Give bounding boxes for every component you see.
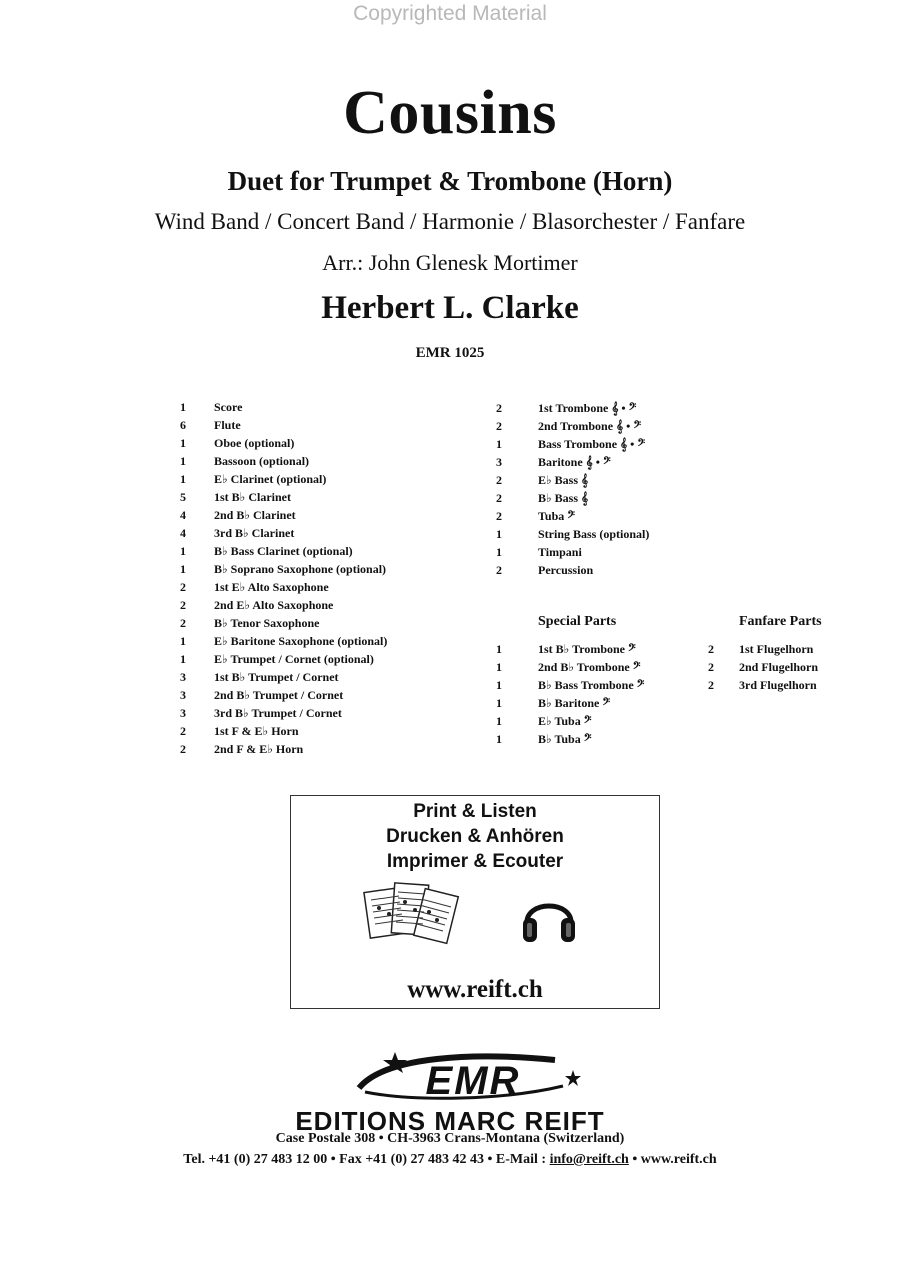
part-row	[180, 542, 387, 560]
part-name: 1st B♭ Trumpet / Cornet	[214, 670, 339, 684]
part-name: 3rd B♭ Clarinet	[214, 526, 295, 540]
part-row	[496, 417, 649, 435]
svg-text:EMR: EMR	[425, 1059, 521, 1103]
part-quantity: 2	[180, 742, 186, 756]
promo-line-french: Imprimer & Ecouter	[386, 851, 564, 872]
part-row	[180, 650, 387, 668]
ensemble-types: Wind Band / Concert Band / Harmonie / Blasorchester / Fanfare	[154, 209, 746, 234]
part-quantity: 2	[496, 401, 502, 415]
part-row	[496, 676, 644, 694]
part-row	[496, 399, 649, 417]
part-row	[180, 632, 387, 650]
piece-title: Cousins	[343, 79, 557, 147]
part-name: E♭ Tuba 𝄢	[538, 714, 592, 728]
part-name: E♭ Bass 𝄞	[538, 473, 589, 487]
part-row	[180, 434, 387, 452]
copyright-watermark: Copyrighted Material	[353, 2, 547, 25]
part-name: 2nd Trombone 𝄞 • 𝄢	[538, 419, 642, 433]
part-quantity: 1	[496, 660, 502, 674]
part-row	[180, 686, 387, 704]
sheet-music-icon	[363, 880, 463, 960]
part-quantity: 1	[180, 400, 186, 414]
part-name: B♭ Bass Clarinet (optional)	[214, 544, 353, 558]
part-row	[180, 452, 387, 470]
part-name: 2nd B♭ Clarinet	[214, 508, 296, 522]
part-name: 2nd E♭ Alto Saxophone	[214, 598, 334, 612]
part-quantity: 3	[496, 455, 502, 469]
part-quantity: 4	[180, 526, 186, 540]
part-quantity: 3	[180, 688, 186, 702]
part-name: B♭ Tenor Saxophone	[214, 616, 320, 630]
part-row	[496, 507, 649, 525]
instrumentation-list-middle	[496, 399, 649, 579]
part-quantity: 1	[496, 732, 502, 746]
promo-line-english: Print & Listen	[413, 801, 537, 822]
part-row	[180, 524, 387, 542]
part-quantity: 3	[180, 670, 186, 684]
fanfare-parts-list	[708, 640, 818, 694]
emr-logo	[355, 1048, 585, 1106]
part-name: Oboe (optional)	[214, 436, 295, 450]
part-row	[708, 676, 818, 694]
part-name: 1st F & E♭ Horn	[214, 724, 299, 738]
part-name: 1st Flugelhorn	[739, 642, 814, 656]
special-parts-list	[496, 640, 644, 748]
part-row	[496, 658, 644, 676]
part-quantity: 3	[180, 706, 186, 720]
part-quantity: 1	[496, 696, 502, 710]
part-quantity: 1	[180, 652, 186, 666]
part-row	[180, 416, 387, 434]
part-row	[496, 712, 644, 730]
part-quantity: 1	[496, 642, 502, 656]
part-name: E♭ Trumpet / Cornet (optional)	[214, 652, 374, 666]
part-name: Score	[214, 400, 243, 414]
part-row	[496, 640, 644, 658]
part-quantity: 2	[496, 509, 502, 523]
part-quantity: 1	[180, 454, 186, 468]
part-quantity: 1	[496, 678, 502, 692]
part-row	[180, 704, 387, 722]
promo-line-german: Drucken & Anhören	[386, 826, 564, 847]
part-quantity: 2	[708, 678, 714, 692]
part-row	[180, 668, 387, 686]
part-row	[496, 525, 649, 543]
contact-email-link[interactable]: info@reift.ch	[549, 1152, 629, 1167]
part-quantity: 1	[180, 562, 186, 576]
promo-website-link[interactable]: www.reift.ch	[407, 976, 543, 1003]
part-row	[496, 730, 644, 748]
part-name: 2nd B♭ Trumpet / Cornet	[214, 688, 344, 702]
part-row	[180, 560, 387, 578]
part-name: 3rd B♭ Trumpet / Cornet	[214, 706, 342, 720]
part-name: B♭ Bass Trombone 𝄢	[538, 678, 645, 692]
part-quantity: 2	[180, 616, 186, 630]
part-row	[180, 470, 387, 488]
part-name: E♭ Clarinet (optional)	[214, 472, 327, 486]
part-row	[496, 694, 644, 712]
part-quantity: 1	[180, 436, 186, 450]
part-quantity: 2	[708, 660, 714, 674]
part-quantity: 5	[180, 490, 186, 504]
part-quantity: 2	[708, 642, 714, 656]
part-name: Bassoon (optional)	[214, 454, 310, 468]
part-name: 2nd Flugelhorn	[739, 660, 819, 674]
part-name: 3rd Flugelhorn	[739, 678, 817, 692]
contact-website: • www.reift.ch	[628, 1152, 717, 1167]
part-row	[496, 435, 649, 453]
part-quantity: 1	[496, 714, 502, 728]
part-quantity: 2	[180, 724, 186, 738]
part-quantity: 2	[180, 580, 186, 594]
part-row	[180, 596, 387, 614]
part-quantity: 1	[496, 527, 502, 541]
part-name: 2nd F & E♭ Horn	[214, 742, 304, 756]
instrumentation-list-left	[180, 398, 387, 758]
part-name: 1st Trombone 𝄞 • 𝄢	[538, 401, 637, 415]
part-quantity: 2	[496, 563, 502, 577]
part-quantity: 2	[180, 598, 186, 612]
part-name: 2nd B♭ Trombone 𝄢	[538, 660, 641, 674]
part-name: Tuba 𝄢	[538, 509, 575, 523]
part-row	[496, 543, 649, 561]
part-row	[496, 561, 649, 579]
part-name: 1st E♭ Alto Saxophone	[214, 580, 329, 594]
part-name: String Bass (optional)	[538, 527, 650, 541]
part-quantity: 6	[180, 418, 186, 432]
part-name: 1st B♭ Clarinet	[214, 490, 291, 504]
part-quantity: 2	[496, 473, 502, 487]
part-row	[180, 722, 387, 740]
part-name: E♭ Baritone Saxophone (optional)	[214, 634, 388, 648]
part-name: B♭ Bass 𝄞	[538, 491, 589, 505]
arranger-credit: Arr.: John Glenesk Mortimer	[322, 250, 578, 275]
contact-phone-fax: Tel. +41 (0) 27 483 12 00 • Fax +41 (0) 27 483 42 43 • E-Mail :	[183, 1152, 550, 1167]
part-row	[180, 614, 387, 632]
special-parts-heading: Special Parts	[538, 614, 617, 629]
fanfare-parts-heading: Fanfare Parts	[739, 614, 822, 629]
part-name: B♭ Tuba 𝄢	[538, 732, 592, 746]
print-listen-box[interactable]	[290, 795, 660, 1009]
part-row	[180, 488, 387, 506]
part-name: Flute	[214, 418, 241, 432]
part-row	[708, 658, 818, 676]
part-row	[496, 489, 649, 507]
part-quantity: 1	[496, 437, 502, 451]
composer-name: Herbert L. Clarke	[321, 290, 579, 326]
part-quantity: 1	[180, 472, 186, 486]
part-quantity: 1	[180, 634, 186, 648]
headphones-icon	[519, 886, 579, 948]
part-row	[180, 506, 387, 524]
part-name: B♭ Baritone 𝄢	[538, 696, 611, 710]
part-name: Bass Trombone 𝄞 • 𝄢	[538, 437, 646, 451]
part-row	[180, 740, 387, 758]
publisher-contact	[0, 1152, 900, 1168]
part-quantity: 2	[496, 419, 502, 433]
part-name: B♭ Soprano Saxophone (optional)	[214, 562, 387, 576]
part-row	[180, 578, 387, 596]
part-quantity: 2	[496, 491, 502, 505]
part-quantity: 4	[180, 508, 186, 522]
part-quantity: 1	[180, 544, 186, 558]
part-quantity: 1	[496, 545, 502, 559]
catalog-number: EMR 1025	[415, 345, 485, 361]
part-row	[180, 398, 387, 416]
part-name: Baritone 𝄞 • 𝄢	[538, 455, 611, 469]
part-name: Timpani	[538, 545, 582, 559]
publisher-name: EDITIONS MARC REIFT	[295, 1106, 605, 1136]
part-name: 1st B♭ Trombone 𝄢	[538, 642, 636, 656]
publisher-address: Case Postale 308 • CH-3963 Crans-Montana (Switzerland)	[275, 1131, 625, 1146]
part-row	[496, 471, 649, 489]
part-name: Percussion	[538, 563, 594, 577]
part-row	[708, 640, 818, 658]
piece-subtitle: Duet for Trumpet & Trombone (Horn)	[227, 166, 673, 196]
part-row	[496, 453, 649, 471]
